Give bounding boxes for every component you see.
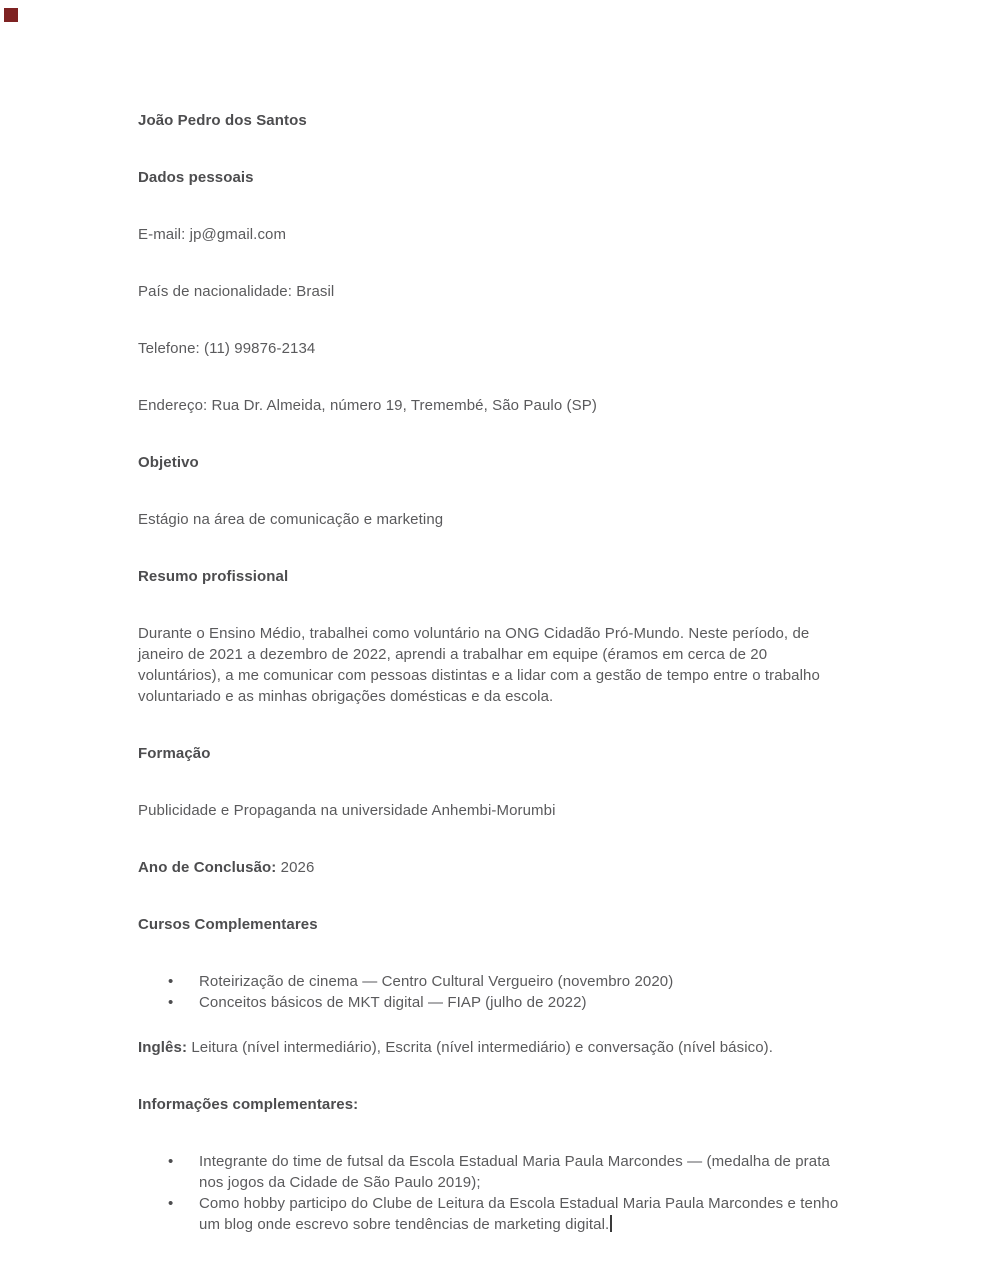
conclusion-line [138, 857, 846, 878]
resume-name: João Pedro dos Santos [138, 112, 307, 129]
email-line: E-mail: jp@gmail.com [138, 226, 287, 243]
phone-line: Telefone: (11) 99876-2134 [138, 340, 316, 357]
list-item [199, 971, 846, 992]
list-item-text: Conceitos básicos de MKT digital — FIAP (julho de 2022) [199, 994, 587, 1011]
section-heading-resumo: Resumo profissional [138, 568, 289, 585]
conclusion-label: Ano de Conclusão: [138, 859, 277, 876]
english-line [138, 1037, 846, 1058]
list-item [199, 1193, 846, 1235]
english-value: Leitura (nível intermediário), Escrita (nível intermediário) e conversação (nível básico). [187, 1039, 774, 1056]
section-heading-dados-pessoais: Dados pessoais [138, 169, 254, 186]
nationality-line: País de nacionalidade: Brasil [138, 283, 335, 300]
english-label: Inglês: [138, 1039, 188, 1056]
section-heading-informacoes: Informações complementares: [138, 1096, 359, 1113]
cursos-list [138, 971, 846, 1013]
list-item [199, 1151, 846, 1193]
list-item-text: Como hobby participo do Clube de Leitura da Escola Estadual Maria Paula Marcondes e tenho um blog onde escrevo sobre tendências de marketing digital. [199, 1195, 839, 1233]
conclusion-value: 2026 [276, 859, 315, 876]
list-item-text: Roteirização de cinema — Centro Cultural Vergueiro (novembro 2020) [199, 973, 674, 990]
section-heading-cursos: Cursos Complementares [138, 916, 318, 933]
list-item [199, 992, 846, 1013]
section-heading-formacao: Formação [138, 745, 211, 762]
text-cursor [610, 1215, 612, 1232]
list-item-text: Integrante do time de futsal da Escola Estadual Maria Paula Marcondes — (medalha de prata nos jogos da Cidade de São Paulo 2019); [199, 1153, 830, 1191]
formacao-course: Publicidade e Propaganda na universidade Anhembi-Morumbi [138, 802, 556, 819]
resumo-paragraph: Durante o Ensino Médio, trabalhei como voluntário na ONG Cidadão Pró-Mundo. Neste período, de janeiro de 2021 a dezembro de 2022, aprendi a trabalhar em equipe (éramos em cerca de 20 voluntários), a me comunicar com pessoas distintas e a lidar com a gestão de tempo entre o trabalho voluntariado e as minhas obrigações domésticas e da escola. [138, 625, 820, 705]
address-line: Endereço: Rua Dr. Almeida, número 19, Tremembé, São Paulo (SP) [138, 397, 597, 414]
section-heading-objetivo: Objetivo [138, 454, 199, 471]
objetivo-text: Estágio na área de comunicação e marketing [138, 511, 444, 528]
informacoes-list [138, 1151, 846, 1235]
